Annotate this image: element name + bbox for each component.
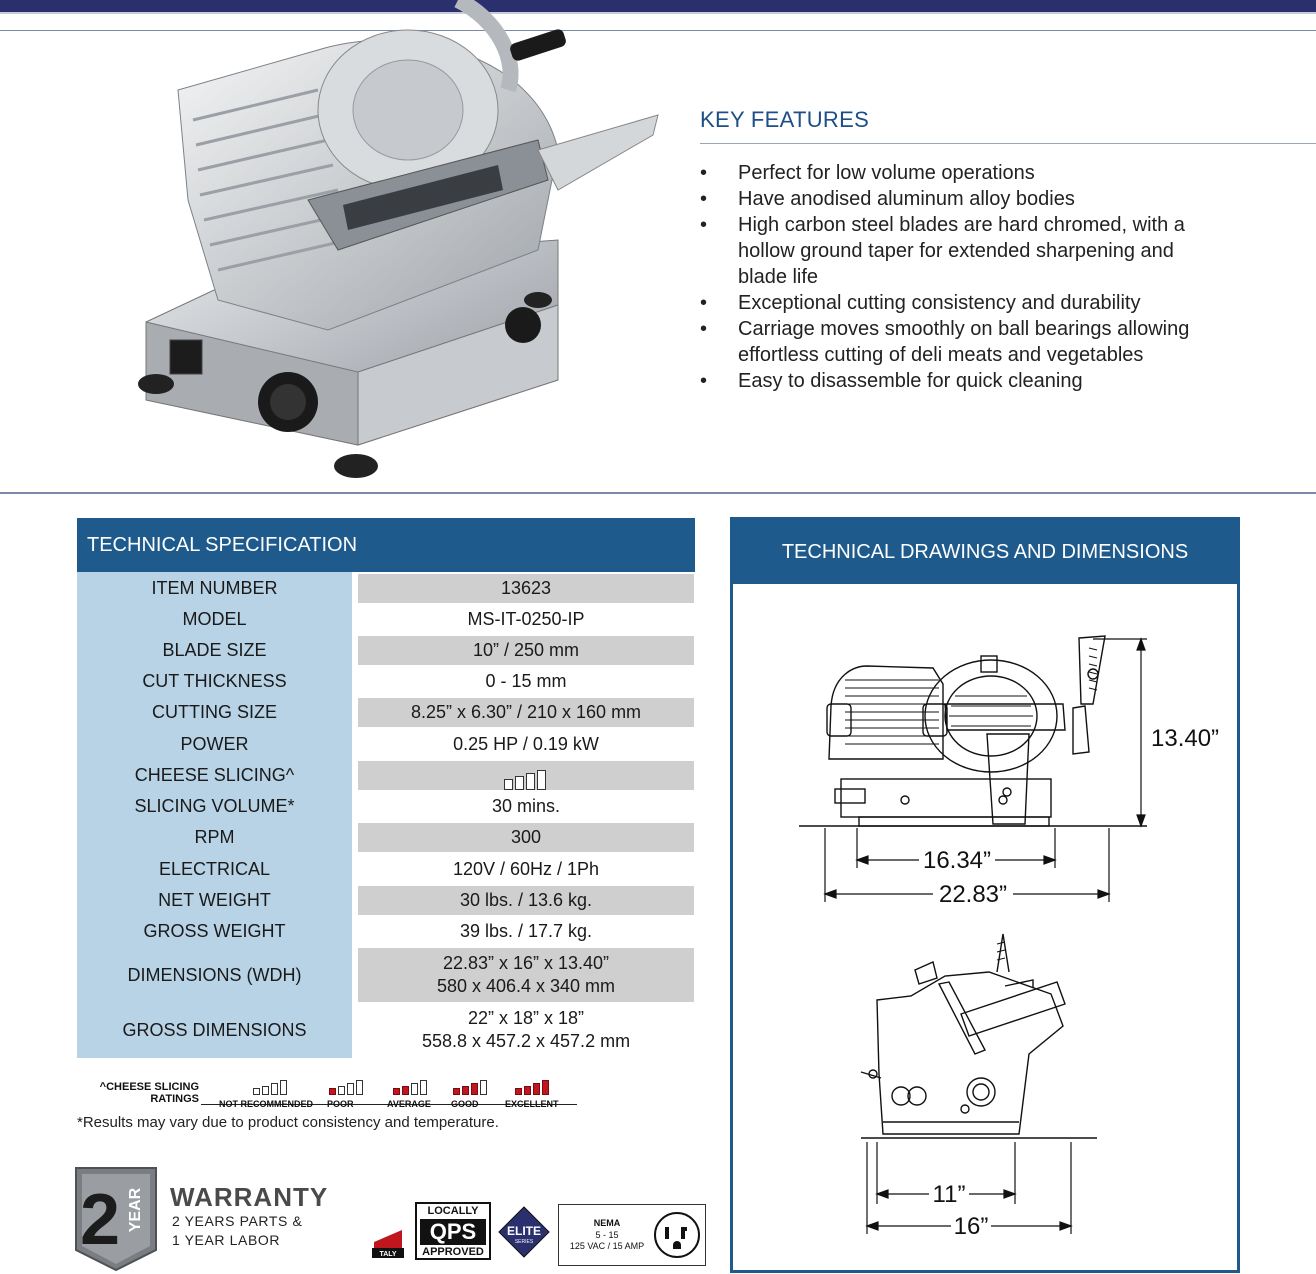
spec-row	[77, 574, 695, 603]
rating-legend-title-line2: RATINGS	[150, 1093, 199, 1105]
rating-level-label: POOR	[327, 1099, 354, 1109]
bullet-icon: •	[700, 188, 708, 210]
rating-bar	[533, 1083, 540, 1095]
spec-row	[77, 761, 695, 790]
key-feature-text: Easy to disassemble for quick cleaning	[738, 370, 1083, 392]
spec-label: CUTTING SIZE	[152, 702, 277, 722]
rating-bars-icon	[393, 1079, 433, 1095]
rating-bar	[393, 1088, 400, 1095]
key-feature-item	[700, 212, 1220, 290]
key-features-title: KEY FEATURES	[700, 107, 870, 132]
cheese-rating-bar	[504, 779, 513, 790]
spec-value: 120V / 60Hz / 1Ph	[452, 859, 600, 879]
rating-bar	[480, 1080, 487, 1095]
nema-title: NEMA	[593, 1218, 621, 1228]
warranty-badge-icon	[70, 1164, 162, 1274]
cheese-rating-bar	[526, 773, 535, 790]
warranty-line-2: 1 YEAR LABOR	[172, 1232, 281, 1248]
italy-logo	[372, 1228, 404, 1258]
warranty-title: WARRANTY	[170, 1182, 329, 1212]
spec-label: ELECTRICAL	[158, 859, 271, 879]
spec-row	[77, 948, 695, 1002]
front-view-drawing	[799, 636, 1147, 826]
spec-label: SLICING VOLUME*	[134, 796, 295, 816]
rating-bar	[338, 1086, 345, 1095]
spec-label: GROSS DIMENSIONS	[122, 1020, 307, 1040]
key-feature-item	[700, 160, 1220, 186]
rating-bar	[411, 1083, 418, 1095]
key-feature-item	[700, 368, 1220, 394]
italy-logo-text: TALY	[379, 1251, 397, 1258]
key-feature-item	[700, 186, 1220, 212]
cheese-rating-bar	[537, 770, 546, 790]
nema-rating: 125 VAC / 15 AMP	[569, 1241, 645, 1251]
key-feature-text: Have anodised aluminum alloy bodies	[738, 188, 1075, 210]
spec-value: 30 mins.	[491, 796, 561, 816]
nema-code: 5 - 15	[595, 1230, 619, 1240]
rating-bar	[471, 1083, 478, 1095]
spec-row	[77, 855, 695, 884]
key-feature-item	[700, 316, 1220, 368]
rating-bar	[280, 1080, 287, 1095]
elite-logo-subtext: SERIES	[514, 1239, 534, 1245]
spec-value: 30 lbs. / 13.6 kg.	[358, 886, 694, 915]
rating-bar	[402, 1086, 409, 1095]
rating-bars-icon	[453, 1079, 493, 1095]
spec-value: 0.25 HP / 0.19 kW	[453, 734, 599, 754]
cheese-rating-icon	[504, 765, 548, 785]
spec-label: BLADE SIZE	[162, 640, 267, 660]
elite-series-logo	[498, 1206, 550, 1258]
nema-outlet-icon	[653, 1211, 701, 1259]
cheese-rating-bar	[515, 776, 524, 790]
outer-depth-dimension-label: 16”	[953, 1213, 989, 1240]
key-feature-text: Exceptional cutting consistency and durability	[738, 292, 1141, 314]
spec-value: 0 - 15 mm	[485, 671, 567, 691]
technical-drawings	[733, 584, 1237, 1270]
spec-value	[358, 1005, 694, 1055]
spec-table-title: TECHNICAL SPECIFICATION	[77, 518, 695, 572]
spec-row	[77, 1005, 695, 1055]
cheese-rating-legend	[77, 1078, 597, 1114]
spec-value	[358, 948, 694, 1002]
rating-bar	[271, 1083, 278, 1095]
spec-value: 13623	[358, 574, 694, 603]
spec-label: NET WEIGHT	[158, 890, 271, 910]
rating-bar	[524, 1086, 531, 1095]
spec-value-line-1: 22.83” x 16” x 13.40”	[442, 953, 610, 973]
qps-mid-text: QPS	[420, 1219, 486, 1245]
rating-legend-title	[77, 1081, 199, 1105]
bullet-icon: •	[700, 370, 708, 392]
side-view-drawing	[861, 934, 1097, 1138]
rating-bar	[453, 1088, 460, 1095]
spec-value: 39 lbs. / 17.7 kg.	[459, 921, 593, 941]
spec-value-line-2: 558.8 x 457.2 x 457.2 mm	[421, 1031, 631, 1051]
qps-bottom-text: APPROVED	[422, 1246, 484, 1258]
qps-top-text: LOCALLY	[427, 1205, 479, 1217]
spec-row	[77, 667, 695, 696]
spec-row	[77, 917, 695, 946]
rating-bars-icon	[253, 1079, 293, 1095]
spec-label: RPM	[194, 827, 235, 847]
warranty-number: 2	[79, 1180, 121, 1260]
rating-bar	[515, 1088, 522, 1095]
bullet-icon: •	[700, 318, 708, 340]
warranty-line-1: 2 YEARS PARTS &	[172, 1213, 303, 1229]
qps-approved-logo	[415, 1202, 491, 1260]
outer-width-dimension-label: 22.83”	[938, 881, 1008, 908]
disclaimer-note: *Results may vary due to product consistency and temperature.	[77, 1114, 499, 1131]
bullet-icon: •	[700, 292, 708, 314]
spec-row	[77, 636, 695, 665]
key-feature-text: High carbon steel blades are hard chromed, with a hollow ground taper for extended sharpening and blade life	[738, 214, 1185, 288]
inner-depth-dimension-label: 11”	[932, 1181, 966, 1208]
spec-label: GROSS WEIGHT	[143, 921, 286, 941]
meat-slicer-photo	[118, 0, 678, 490]
rating-level-label: EXCELLENT	[505, 1099, 559, 1109]
spec-value-line-2: 580 x 406.4 x 340 mm	[436, 976, 616, 996]
spec-value: 300	[358, 823, 694, 852]
spec-row	[77, 698, 695, 727]
rating-bar	[347, 1083, 354, 1095]
rating-bar	[542, 1080, 549, 1095]
spec-value-line-1: 22” x 18” x 18”	[467, 1008, 585, 1028]
rating-level-label: GOOD	[451, 1099, 479, 1109]
spec-label: POWER	[180, 734, 249, 754]
nema-plug-rating	[558, 1204, 706, 1266]
spec-label: ITEM NUMBER	[151, 578, 278, 598]
key-feature-text: Perfect for low volume operations	[738, 162, 1035, 184]
spec-label: CUT THICKNESS	[142, 671, 287, 691]
key-features-list	[700, 160, 1220, 394]
spec-value: 10” / 250 mm	[358, 636, 694, 665]
spec-row	[77, 886, 695, 915]
rating-bars-icon	[329, 1079, 369, 1095]
section-divider	[0, 492, 1316, 494]
rating-legend-title-line1: ^CHEESE SLICING	[99, 1081, 199, 1093]
rating-bar	[262, 1086, 269, 1095]
rating-bar	[253, 1088, 260, 1095]
warranty-unit: YEAR	[127, 1187, 144, 1233]
elite-logo-text: ELITE	[506, 1224, 542, 1238]
rating-bars-icon	[515, 1079, 555, 1095]
spec-row	[77, 730, 695, 759]
rating-level-label: NOT RECOMMENDED	[219, 1099, 313, 1109]
technical-drawings-title: TECHNICAL DRAWINGS AND DIMENSIONS	[733, 520, 1237, 584]
spec-row	[77, 605, 695, 634]
spec-value: MS-IT-0250-IP	[467, 609, 585, 629]
rating-level-label: AVERAGE	[387, 1099, 431, 1109]
spec-label: CHEESE SLICING^	[134, 765, 295, 785]
rating-bar	[356, 1080, 363, 1095]
key-features-divider	[700, 143, 1316, 144]
rating-bar	[329, 1088, 336, 1095]
key-feature-item	[700, 290, 1220, 316]
rating-bar	[420, 1080, 427, 1095]
spec-value: 8.25” x 6.30” / 210 x 160 mm	[358, 698, 694, 727]
technical-drawings-panel	[730, 517, 1240, 1273]
spec-row	[77, 792, 695, 821]
rating-bar	[462, 1086, 469, 1095]
key-feature-text: Carriage moves smoothly on ball bearings allowing effortless cutting of deli meats and vegetables	[738, 318, 1190, 366]
bullet-icon: •	[700, 162, 708, 184]
inner-width-dimension-label: 16.34”	[922, 847, 992, 874]
spec-label: MODEL	[182, 609, 247, 629]
spec-label: DIMENSIONS (WDH)	[127, 965, 302, 985]
bullet-icon: •	[700, 214, 708, 236]
spec-row	[77, 823, 695, 852]
height-dimension-label: 13.40”	[1151, 725, 1220, 752]
spec-value	[358, 761, 694, 790]
